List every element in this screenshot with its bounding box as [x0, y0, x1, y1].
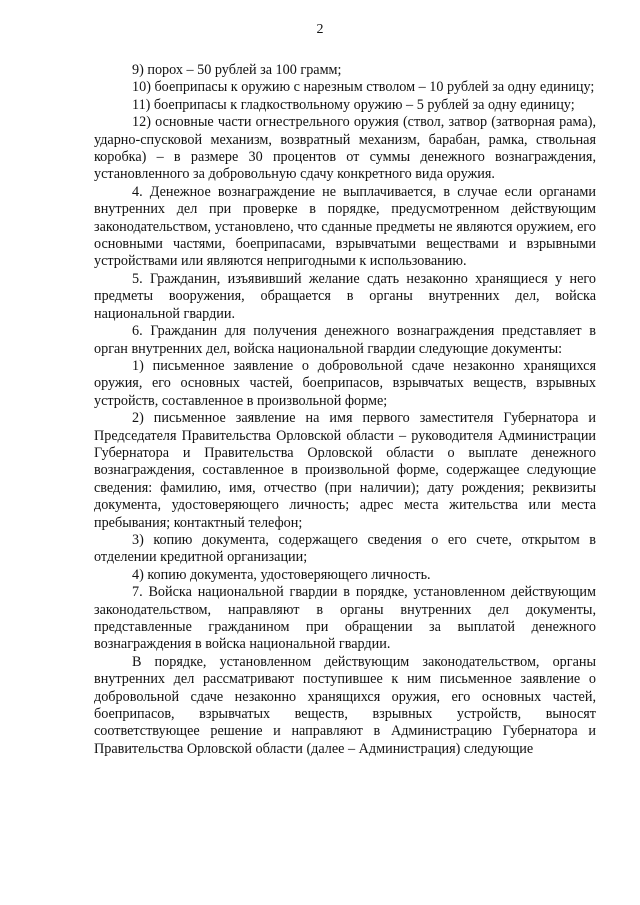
list-item-11-smoothbore-ammo: 11) боеприпасы к гладкоствольному оружию – 5 рублей за одну единицу;: [132, 96, 575, 113]
clause-5: 5. Гражданин, изъявивший желание сдать незаконно хранящиеся у него предметы вооружения, обращается в органы внутренних дел, войска национальной гвардии.: [94, 270, 596, 322]
list-item-9-powder: 9) порох – 50 рублей за 100 грамм;: [132, 62, 342, 78]
clause-4: 4. Денежное вознаграждение не выплачивается, в случае если органами внутренних дел при проверке в порядке, предусмотренном действующим законодательством, установлено, что сданные предметы не являются оружием, его основными частями, боеприпасами, взрывчатыми веществами и взрывными устройствами или являются непригодными к использованию.: [94, 183, 596, 270]
page-number: 2: [316, 22, 324, 37]
clause-6-item-1: 1) письменное заявление о добровольной сдаче незаконно хранящихся оружия, его основных частей, боеприпасов, взрывчатых веществ, взрывных устройств, составленное в произвольной форме;: [94, 357, 596, 409]
list-item-12-firearm-parts: 12) основные части огнестрельного оружия (ствол, затвор (затворная рама), ударно-спусковой механизм, возвратный механизм, барабан, рамка, ствольная коробка) – в размере 30 процентов от суммы денежного вознаграждения, установленного за добровольную сдачу конкретного вида оружия.: [94, 114, 596, 183]
clause-7: 7. Войска национальной гвардии в порядке, установленном действующим законодательством, направляют в органы внутренних дел документы, представленные гражданином при обращении за выплатой денежного вознаграждения в войска национальной гвардии.: [94, 584, 596, 653]
clause-7-continuation: В порядке, установленном действующим законодательством, органы внутренних дел рассматривают поступившее к ним письменное заявление о добровольной сдаче незаконно хранящихся оружия, его основных частей, боеприпасов, взрывчатых веществ, взрывных устройств, выносят соответствующее решение и направляют в Администрацию Губернатора и Правительства Орловской области (далее – Администрация) следующие: [94, 653, 596, 757]
clause-6-item-3: 3) копию документа, содержащего сведения о его счете, открытом в отделении кредитной организации;: [94, 531, 596, 566]
clause-6-item-2: 2) письменное заявление на имя первого заместителя Губернатора и Председателя Правительства Орловской области – руководителя Администрации Губернатора и Правительства Орловской области о выплате денежного вознаграждения, составленное в произвольной форме, содержащее следующие сведения: фамилию, имя, отчество (при наличии); дату рождения; реквизиты документа, удостоверяющего личность; адрес места жительства или места пребывания; контактный телефон;: [94, 410, 596, 531]
clause-6: 6. Гражданин для получения денежного вознаграждения представляет в орган внутренних дел, войска национальной гвардии следующие документы:: [94, 323, 596, 357]
list-item-10-rifled-ammo: 10) боеприпасы к оружию с нарезным стволом – 10 рублей за одну единицу;: [132, 79, 595, 96]
clause-6-item-4: 4) копию документа, удостоверяющего личность.: [132, 566, 431, 583]
